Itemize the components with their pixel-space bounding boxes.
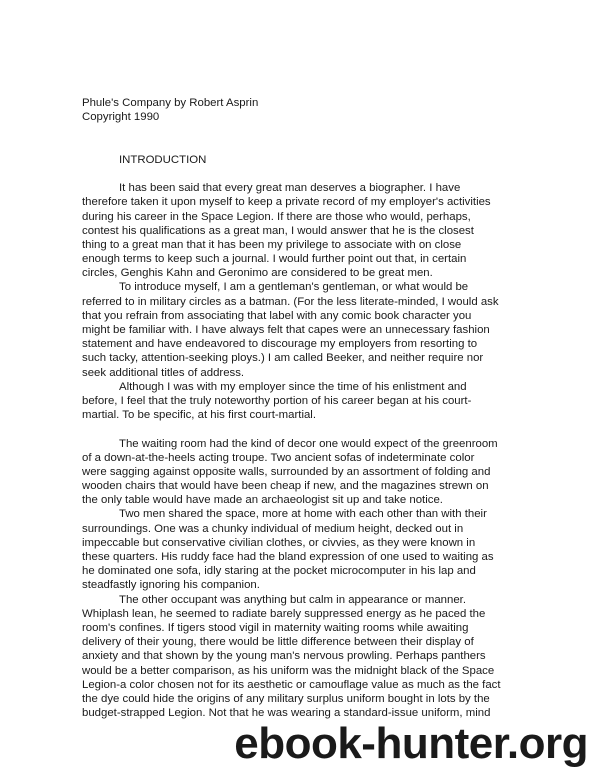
text-line: wooden chairs that would have been cheap if new, and the magazines strewn on bbox=[82, 480, 489, 493]
text-line: surroundings. One was a chunky individual of medium height, decked out in bbox=[82, 522, 464, 535]
text-line: The waiting room had the kind of decor one would expect of the greenroom bbox=[119, 437, 498, 450]
text-line: steadfastly ignoring his companion. bbox=[82, 579, 260, 592]
spacer bbox=[82, 167, 522, 181]
text-line: the only table would have made an archaeologist sit up and take notice. bbox=[82, 494, 443, 507]
spacer bbox=[82, 139, 522, 153]
spacer bbox=[82, 124, 522, 138]
text-line: To introduce myself, I am a gentleman's gentleman, or what would be bbox=[119, 281, 469, 294]
document-body bbox=[82, 96, 522, 720]
paragraph-3 bbox=[82, 380, 522, 423]
spacer bbox=[82, 422, 522, 436]
paragraph-4 bbox=[82, 437, 522, 508]
text-line: impeccable but conservative civilian clothes, or civvies, as they were known in bbox=[82, 536, 476, 549]
text-line: might be familiar with. I have always felt that capes were an unnecessary fashion bbox=[82, 324, 490, 336]
paragraph-2 bbox=[82, 280, 522, 379]
text-line: he dominated one sofa, idly staring at the pocket microcomputer in his lap and bbox=[82, 565, 476, 578]
paragraph-1 bbox=[82, 181, 522, 280]
text-line: thing to a great man that it has been my privilege to associate with on close bbox=[82, 238, 462, 251]
text-line: enough terms to keep such a journal. I would further point out that, in certain bbox=[82, 253, 467, 266]
text-line: martial. To be specific, at his first court-martial. bbox=[82, 409, 317, 422]
text-line: Two men shared the space, more at home with each other than with their bbox=[119, 508, 487, 521]
text-line: of a down-at-the-heels acting troupe. Two ancient sofas of indeterminate color bbox=[82, 451, 475, 464]
text-line: circles, Genghis Kahn and Geronimo are considered to be great men. bbox=[82, 267, 433, 280]
text-line: contest his qualifications as a great man, I would answer that he is the closest bbox=[82, 224, 474, 237]
text-line: before, I feel that the truly noteworthy portion of his career began at his court- bbox=[82, 394, 472, 407]
text-line: referred to in military circles as a batman. (For the less literate-minded, I would ask bbox=[82, 295, 499, 308]
text-line: budget-strapped Legion. Not that he was wearing a standard-issue uniform, mind bbox=[82, 707, 491, 720]
section-heading: INTRODUCTION bbox=[119, 153, 207, 166]
text-line: the dye could hide the origins of any military surplus uniform bought in lots by the bbox=[82, 692, 490, 705]
title-line: Phule's Company by Robert Asprin bbox=[82, 97, 259, 109]
text-line: Legion-a color chosen not for its aesthetic or camouflage value as much as the fact bbox=[82, 678, 501, 691]
text-line: during his career in the Space Legion. If there are those who would, perhaps, bbox=[82, 210, 471, 223]
copyright-line: Copyright 1990 bbox=[82, 111, 160, 124]
text-line: room's confines. If tigers stood vigil in maternity waiting rooms while awaiting bbox=[82, 621, 469, 634]
text-line: delivery of their young, there would be little difference between their display of bbox=[82, 636, 474, 649]
watermark: ebook-hunter.org bbox=[234, 719, 588, 768]
text-line: therefore taken it upon myself to keep a private record of my employer's activities bbox=[82, 196, 491, 209]
text-line: that you refrain from associating that label with any comic book character you bbox=[82, 309, 472, 322]
text-line: Whiplash lean, he seemed to radiate barely suppressed energy as he paced the bbox=[82, 607, 486, 620]
text-line: It has been said that every great man deserves a biographer. I have bbox=[119, 182, 461, 195]
paragraph-6 bbox=[82, 593, 522, 721]
text-line: would be a better comparison, as his uniform was the midnight black of the Space bbox=[82, 664, 495, 677]
text-line: these quarters. His ruddy face had the bland expression of one used to waiting as bbox=[82, 551, 494, 563]
text-line: anxiety and that shown by the young man's nervous prowling. Perhaps panthers bbox=[82, 650, 486, 663]
paragraph-5 bbox=[82, 507, 522, 592]
text-line: statement and have endeavored to discourage my employers from resorting to bbox=[82, 338, 478, 351]
text-line: seek additional titles of address. bbox=[82, 366, 245, 379]
text-line: such tacky, attention-seeking ploys.) I am called Beeker, and neither require nor bbox=[82, 352, 484, 365]
text-line: The other occupant was anything but calm in appearance or manner. bbox=[119, 593, 466, 606]
text-line: were sagging against opposite walls, surrounded by an assortment of folding and bbox=[82, 465, 491, 478]
text-line: Although I was with my employer since the time of his enlistment and bbox=[119, 380, 467, 393]
